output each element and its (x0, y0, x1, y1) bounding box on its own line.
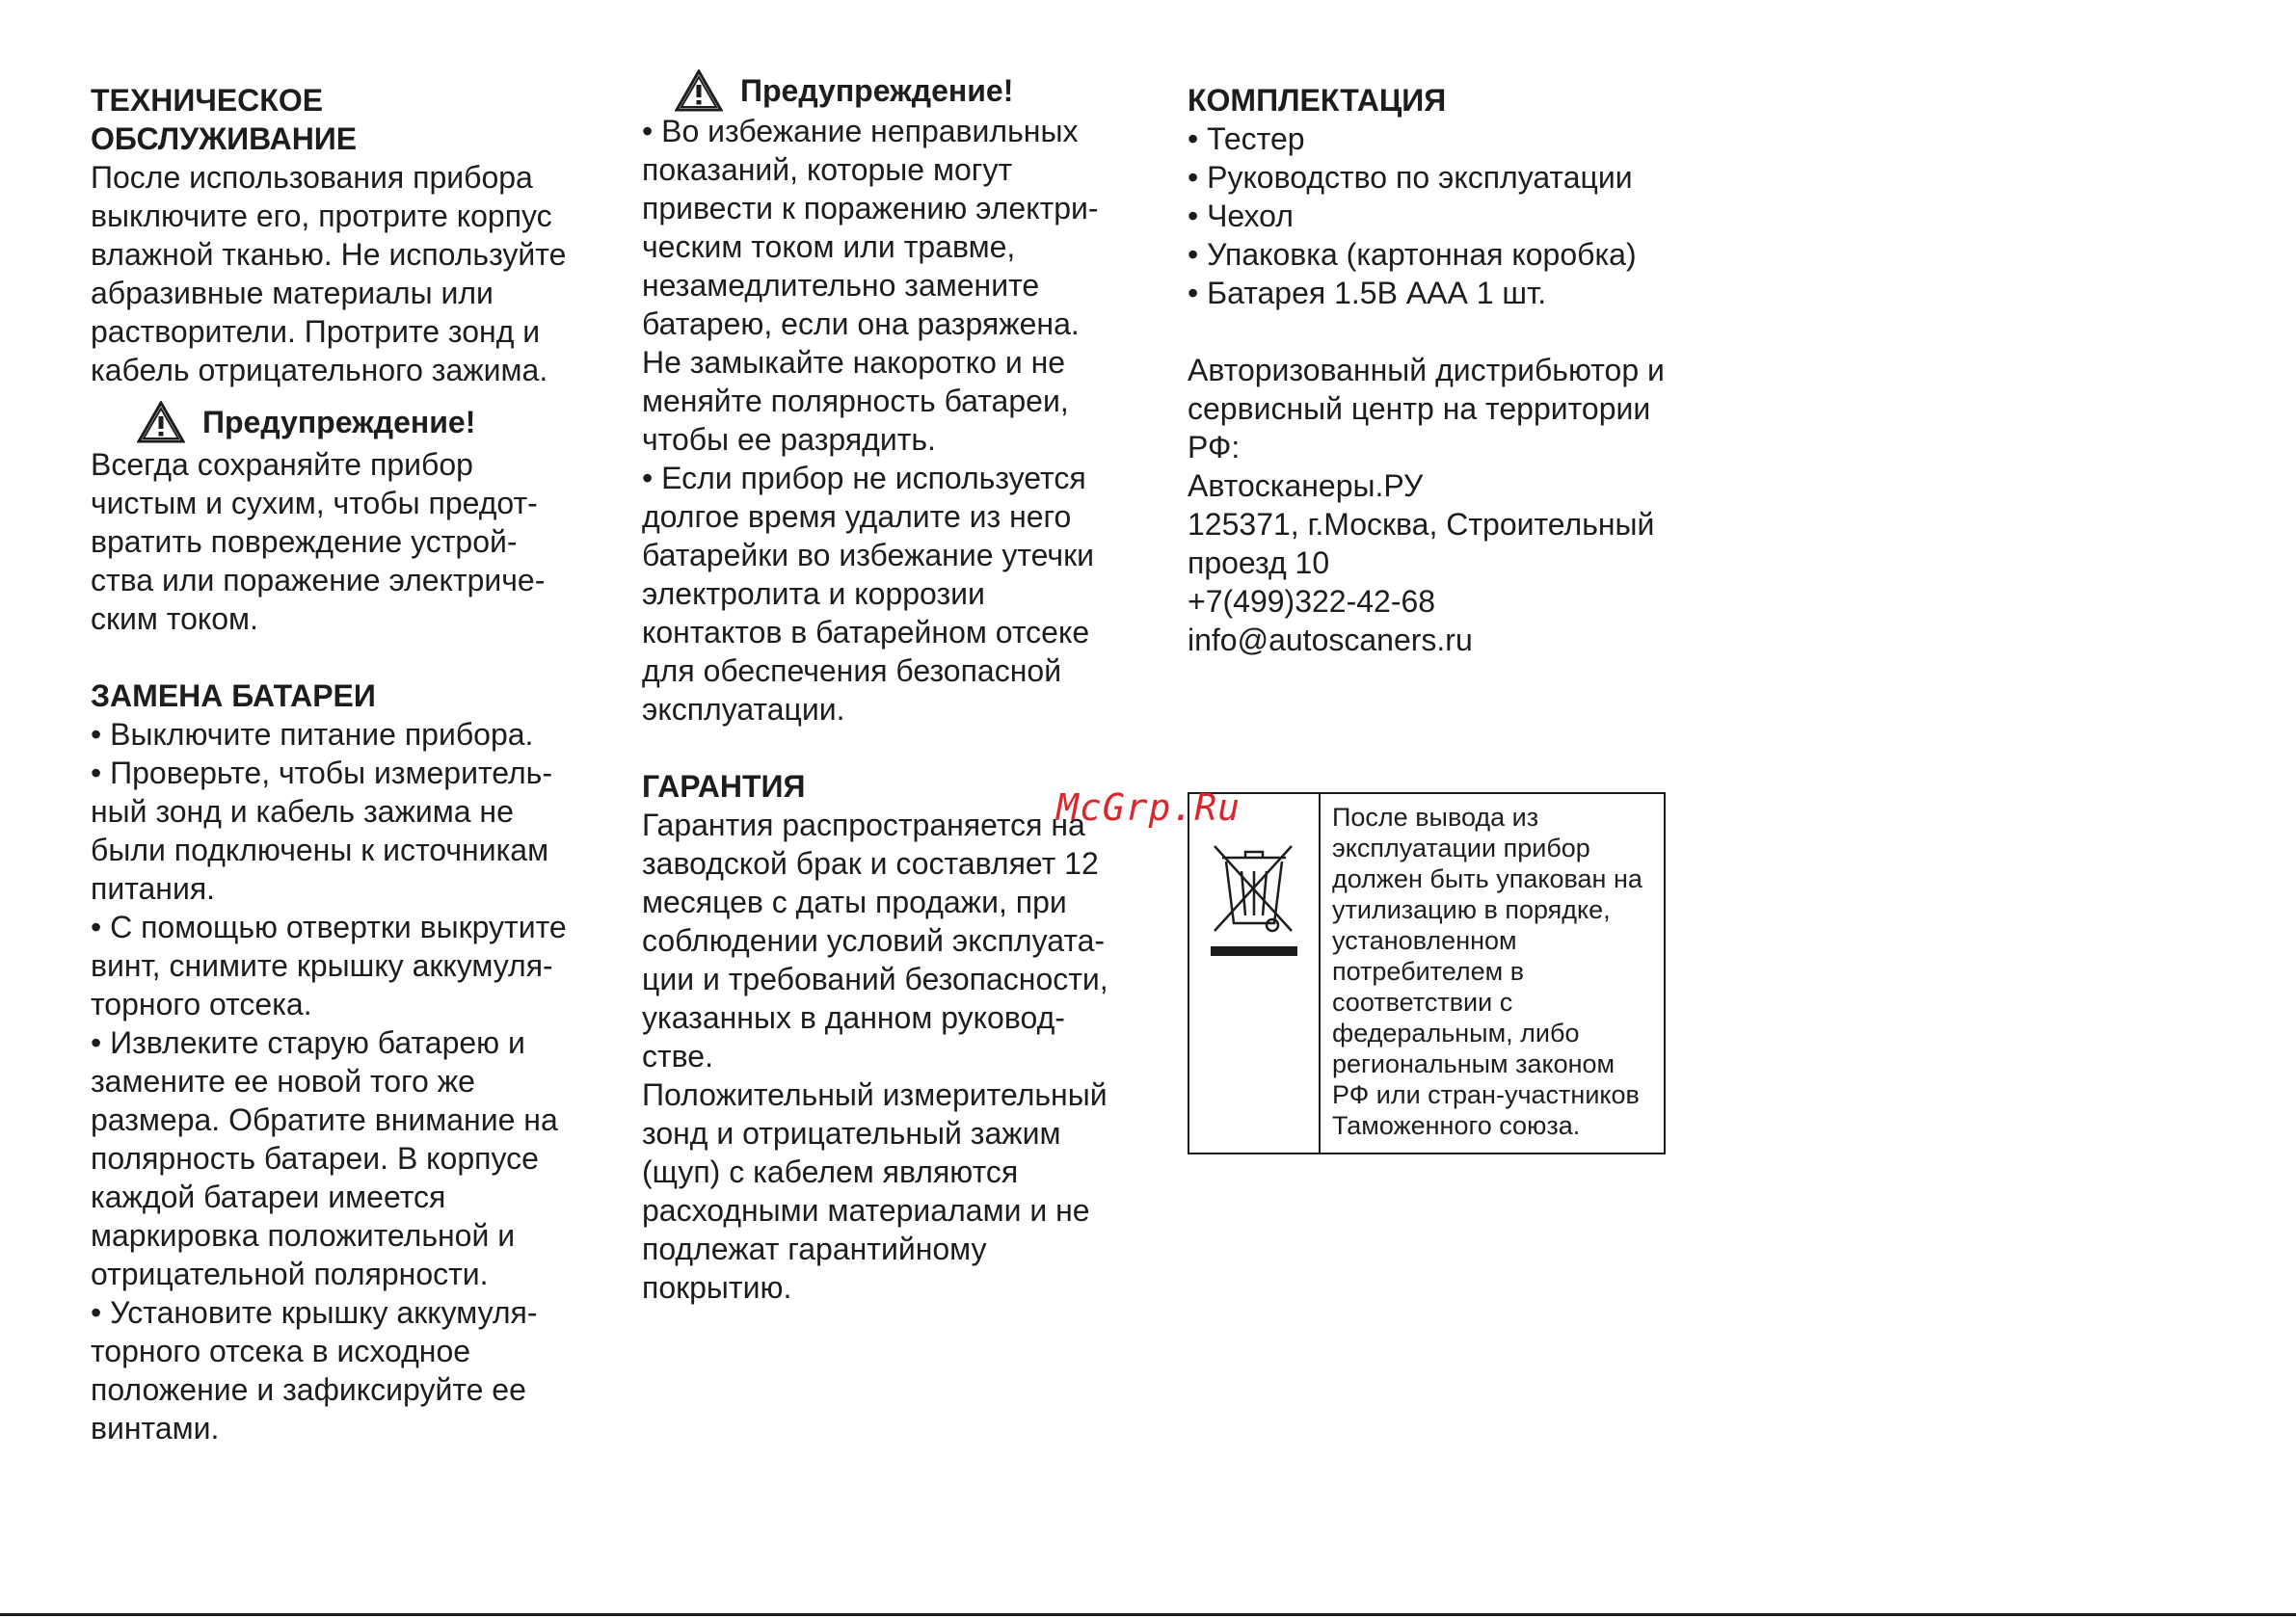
distributor-line: Авторизованный дистрибьютор и (1188, 353, 1665, 387)
maintenance-warning-line: ства или поражение электриче- (91, 563, 546, 597)
warning-line: • Во избежание неправильных (642, 114, 1079, 148)
warranty-line: указанных в данном руковод- (642, 1000, 1065, 1035)
disposal-line: утилизацию в порядке, (1332, 895, 1611, 924)
warranty-line: Положительный измерительный (642, 1077, 1108, 1112)
battery-line: торного отсека. (91, 987, 312, 1021)
warning-line: привести к поражению электри- (642, 191, 1099, 225)
warning-line: Не замыкайте накоротко и не (642, 345, 1066, 380)
disposal-line: РФ или стран-участников (1332, 1080, 1640, 1109)
distributor-line: РФ: (1188, 430, 1241, 464)
watermark-text: McGrp.Ru (1056, 786, 1241, 829)
disposal-notice-box (1188, 792, 1666, 1154)
crossed-out-wheelie-bin-icon (1209, 842, 1299, 962)
warning-line: ческим током или травме, (642, 229, 1016, 264)
distributor-email: info@autoscaners.ru (1188, 623, 1473, 657)
warning-line: эксплуатации. (642, 692, 845, 727)
warranty-line: зонд и отрицательный зажим (642, 1116, 1061, 1151)
warning-line: батарею, если она разряжена. (642, 306, 1080, 341)
warranty-line: месяцев с даты продажи, при (642, 885, 1067, 919)
battery-line: торного отсека в исходное (91, 1334, 471, 1368)
battery-line: полярность батареи. В корпусе (91, 1141, 539, 1176)
disposal-line: эксплуатации прибор (1332, 834, 1590, 862)
disposal-line: установленном (1332, 926, 1517, 955)
warning-line: • Если прибор не используется (642, 461, 1086, 495)
disposal-icon-cell (1189, 794, 1321, 1153)
battery-line: размера. Обратите внимание на (91, 1102, 558, 1137)
warning-line: для обеспечения безопасной (642, 653, 1062, 688)
battery-line: винт, снимите крышку аккумуля- (91, 948, 553, 983)
column-left (91, 81, 592, 1447)
battery-line: ный зонд и кабель зажима не (91, 794, 514, 829)
maintenance-line: выключите его, протрите корпус (91, 199, 552, 233)
package-title: КОМПЛЕКТАЦИЯ (1188, 83, 1447, 118)
maintenance-line: абразивные материалы или (91, 276, 494, 310)
warranty-line: ции и требований безопасности, (642, 962, 1108, 996)
package-item: • Чехол (1188, 199, 1294, 233)
warning-line: показаний, которые могут (642, 152, 1013, 187)
warranty-line: заводской брак и составляет 12 (642, 846, 1099, 881)
disposal-text (1321, 794, 1652, 1153)
maintenance-warning-title: Предупреждение! (202, 405, 476, 439)
distributor-line: сервисный центр на территории (1188, 391, 1651, 426)
disposal-line: федеральным, либо (1332, 1019, 1580, 1048)
warning-line: незамедлительно замените (642, 268, 1040, 303)
distributor-name: Автосканеры.РУ (1188, 468, 1424, 503)
warranty-line: (щуп) с кабелем являются (642, 1154, 1019, 1189)
battery-line: • Выключите питание прибора. (91, 717, 534, 752)
battery-title: ЗАМЕНА БАТАРЕИ (91, 678, 376, 713)
warranty-title: ГАРАНТИЯ (642, 769, 806, 804)
warning-line: меняйте полярность батареи, (642, 384, 1069, 418)
disposal-line: После вывода из (1332, 803, 1539, 832)
column-right (1188, 81, 1727, 659)
distributor-phone: +7(499)322-42-68 (1188, 584, 1436, 619)
maintenance-title-line-1: ТЕХНИЧЕСКОЕ (91, 83, 324, 118)
maintenance-warning-line: Всегда сохраняйте прибор (91, 447, 473, 482)
warning-line: батарейки во избежание утечки (642, 538, 1094, 572)
disposal-line: соответствии с (1332, 988, 1513, 1017)
maintenance-line: После использования прибора (91, 160, 533, 195)
warranty-line: подлежат гарантийному (642, 1232, 987, 1266)
warranty-line: расходными материалами и не (642, 1193, 1090, 1228)
maintenance-title-line-2: ОБСЛУЖИВАНИЕ (91, 121, 358, 156)
distributor-address: 125371, г.Москва, Строительный (1188, 507, 1655, 542)
battery-line: отрицательной полярности. (91, 1257, 489, 1291)
maintenance-body (91, 158, 592, 389)
warning-line: долгое время удалите из него (642, 499, 1072, 534)
warning-line: электролита и коррозии (642, 576, 985, 611)
maintenance-line: кабель отрицательного зажима. (91, 353, 548, 387)
maintenance-warning-line: ским током. (91, 601, 258, 636)
column-middle (642, 73, 1143, 1307)
package-item: • Батарея 1.5В ААА 1 шт. (1188, 276, 1547, 310)
package-item: • Упаковка (картонная коробка) (1188, 237, 1637, 272)
battery-warning-body (642, 112, 1143, 729)
maintenance-line: влажной тканью. Не используйте (91, 237, 567, 272)
battery-line: винтами. (91, 1411, 220, 1446)
battery-line: • С помощью отвертки выкрутите (91, 910, 567, 944)
battery-line: маркировка положительной и (91, 1218, 516, 1253)
warranty-line: покрытию. (642, 1270, 792, 1305)
warning-line: контактов в батарейном отсеке (642, 615, 1090, 650)
package-list (1188, 119, 1727, 312)
warranty-line: соблюдении условий эксплуата- (642, 923, 1106, 958)
battery-line: • Извлеките старую батарею и (91, 1025, 525, 1060)
maintenance-warning-line: чистым и сухим, чтобы предот- (91, 486, 538, 520)
battery-line: питания. (91, 871, 216, 906)
maintenance-warning-body (91, 445, 592, 638)
warning-line: чтобы ее разрядить. (642, 422, 936, 457)
warning-triangle-icon (137, 401, 185, 443)
maintenance-warning-line: вратить повреждение устрой- (91, 524, 518, 559)
warranty-line: Гарантия распространяется на (642, 808, 1085, 842)
battery-line: замените ее новой того же (91, 1064, 475, 1099)
battery-line: положение и зафиксируйте ее (91, 1372, 526, 1407)
disposal-line: региональным законом (1332, 1049, 1615, 1078)
warranty-line: стве. (642, 1039, 713, 1074)
maintenance-warning-heading (91, 395, 592, 449)
warning-triangle-icon (675, 69, 723, 112)
disposal-line: должен быть упакован на (1332, 864, 1642, 893)
warranty-body (642, 806, 1143, 1307)
disposal-line: потребителем в (1332, 957, 1525, 986)
battery-line: • Установите крышку аккумуля- (91, 1295, 538, 1330)
battery-warning-title: Предупреждение! (740, 73, 1014, 108)
distributor-address: проезд 10 (1188, 545, 1330, 580)
package-item: • Руководство по эксплуатации (1188, 160, 1633, 195)
battery-line: • Проверьте, чтобы измеритель- (91, 756, 552, 790)
battery-body (91, 715, 592, 1447)
battery-warning-heading (642, 64, 1143, 118)
maintenance-line: растворители. Протрите зонд и (91, 314, 541, 349)
package-item: • Тестер (1188, 121, 1305, 156)
bottom-rule (0, 1613, 2296, 1616)
battery-line: были подключены к источникам (91, 833, 549, 867)
disposal-line: Таможенного союза. (1332, 1111, 1581, 1140)
battery-line: каждой батареи имеется (91, 1180, 446, 1214)
distributor-info (1188, 351, 1727, 659)
